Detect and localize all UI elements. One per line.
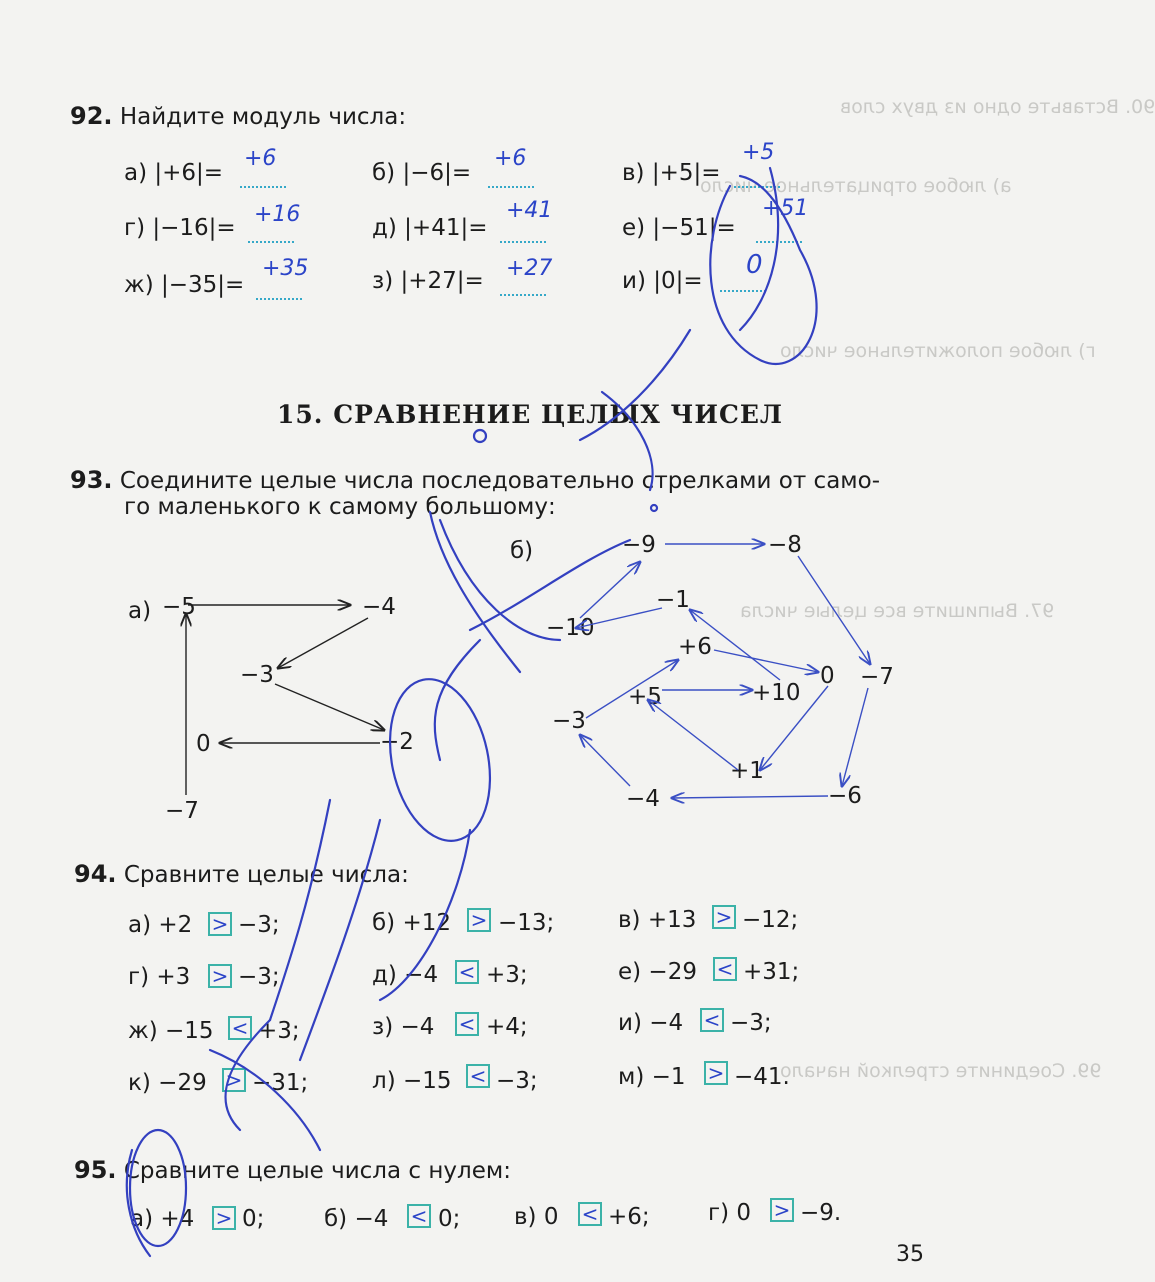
ex94-right: −3; xyxy=(238,964,280,990)
ex94-left: к) −29 xyxy=(128,1070,207,1096)
bleed-through-text: а) любое отрицательное число xyxy=(700,175,1012,197)
diagram-number: −4 xyxy=(362,594,396,620)
pen-scribbles xyxy=(127,168,817,1256)
comparison-box: > xyxy=(704,1061,728,1085)
diagram-number: −9 xyxy=(622,532,656,558)
ex95-left: а) +4 xyxy=(130,1206,195,1232)
diagram-number: −7 xyxy=(165,798,199,824)
ex94-right: +31; xyxy=(743,959,800,985)
diagram-number: +6 xyxy=(678,634,712,660)
diagram-number: −10 xyxy=(546,615,595,641)
ex93a-arrows xyxy=(186,605,384,795)
ex94-left: д) −4 xyxy=(372,962,439,988)
ex95-left: в) 0 xyxy=(514,1204,559,1230)
comparison-box: > xyxy=(770,1198,794,1222)
diagram-number: −2 xyxy=(380,729,414,755)
comparison-box: > xyxy=(212,1206,236,1230)
diagram-number: −1 xyxy=(656,587,690,613)
comparison-box: < xyxy=(578,1202,602,1226)
ex94-right: −3; xyxy=(730,1010,772,1036)
ex92-item-label: е) |−51|= xyxy=(622,215,736,241)
diagram-number: −3 xyxy=(552,708,586,734)
ex94-number: 94. xyxy=(74,860,117,888)
diagram-number: −4 xyxy=(626,786,660,812)
ex92-item-label: г) |−16|= xyxy=(124,215,236,241)
comparison-box: < xyxy=(466,1064,490,1088)
ex92-item-answer: +6 xyxy=(494,146,527,171)
ex94-right: +3; xyxy=(258,1018,300,1044)
bleed-through-text: 90. Вставьте одно из двух слов xyxy=(840,96,1155,118)
ex94-right: −3; xyxy=(238,912,280,938)
ex95-number: 95. xyxy=(74,1156,117,1184)
diagram-number: −7 xyxy=(860,664,894,690)
ex92-title: Найдите модуль числа: xyxy=(119,104,407,130)
comparison-box: > xyxy=(467,908,491,932)
ex95-right: +6; xyxy=(608,1204,650,1230)
ex92-item-label: и) |0|= xyxy=(622,268,703,294)
ex92-item-label: в) |+5|= xyxy=(622,160,721,186)
ex94-left: з) −4 xyxy=(372,1014,435,1040)
ex92-item-answer: +5 xyxy=(742,140,775,165)
ex93-b-label: б) xyxy=(510,538,534,564)
ex92-item-label: з) |+27|= xyxy=(372,268,484,294)
ex92-item-answer: 0 xyxy=(746,250,763,280)
comparison-box: < xyxy=(407,1204,431,1228)
comparison-box: > xyxy=(222,1068,246,1092)
comparison-box: < xyxy=(228,1016,252,1040)
comparison-box: > xyxy=(208,964,232,988)
ex92-item-label: д) |+41|= xyxy=(372,215,488,241)
ex95-right: 0; xyxy=(242,1206,265,1232)
bleed-through-text: 97. Выпишите все целые числа xyxy=(740,600,1055,622)
ex92-item-label: б) |−6|= xyxy=(372,160,472,186)
comparison-box: < xyxy=(455,960,479,984)
ex94-left: г) +3 xyxy=(128,964,191,990)
bleed-through-text: 99. Соедините стрелкой начало xyxy=(780,1060,1102,1082)
ex92-item-answer: +27 xyxy=(506,256,553,281)
comparison-box: > xyxy=(712,905,736,929)
comparison-box: > xyxy=(208,912,232,936)
ex94-left: е) −29 xyxy=(618,959,697,985)
comparison-box: < xyxy=(713,957,737,981)
comparison-box: < xyxy=(700,1008,724,1032)
ex94-right: +3; xyxy=(486,962,528,988)
ex93-text-line1: Соедините целые числа последовательно стрелками от само- xyxy=(119,468,881,494)
page-number: 35 xyxy=(896,1242,924,1267)
ex95-right: 0; xyxy=(438,1206,461,1232)
diagram-number: −3 xyxy=(240,662,274,688)
ex95-right: −9. xyxy=(800,1200,842,1226)
ex93-text-line2: го маленького к самому большому: xyxy=(124,494,556,520)
ex94-right: −3; xyxy=(496,1068,538,1094)
ex93-a-label: а) xyxy=(128,598,152,624)
ex94-right: −41. xyxy=(734,1064,790,1090)
comparison-box: < xyxy=(455,1012,479,1036)
ex92-number: 92. xyxy=(70,102,113,130)
diagram-number: +10 xyxy=(752,680,801,706)
ex94-left: л) −15 xyxy=(372,1068,452,1094)
diagram-number: −8 xyxy=(768,532,802,558)
diagram-number: 0 xyxy=(820,663,835,689)
section-title: 15. СРАВНЕНИЕ ЦЕЛЫХ ЧИСЕЛ xyxy=(277,400,784,429)
ex92-item-label: а) |+6|= xyxy=(124,160,224,186)
ex94-right: −31; xyxy=(252,1070,309,1096)
ex94-left: б) +12 xyxy=(372,910,452,936)
ex92-item-answer: +16 xyxy=(254,202,301,227)
ex94-left: и) −4 xyxy=(618,1010,684,1036)
diagram-number: 0 xyxy=(196,731,211,757)
ex92-item-answer: +51 xyxy=(762,196,809,221)
ex94-right: −12; xyxy=(742,907,799,933)
diagram-number: −5 xyxy=(162,594,196,620)
ex92-item-label: ж) |−35|= xyxy=(124,272,245,298)
ex92-item-answer: +6 xyxy=(244,146,277,171)
ex94-left: в) +13 xyxy=(618,907,697,933)
diagram-number: −6 xyxy=(828,783,862,809)
diagram-number: +5 xyxy=(628,684,662,710)
ex94-left: ж) −15 xyxy=(128,1018,214,1044)
bleed-through-text: г) любое положительное число xyxy=(780,340,1096,362)
diagram-number: +1 xyxy=(730,758,764,784)
ex95-left: г) 0 xyxy=(708,1200,752,1226)
ex92-item-answer: +35 xyxy=(262,256,309,281)
ex93b-pen-arrows xyxy=(576,544,870,798)
ex95-left: б) −4 xyxy=(324,1206,389,1232)
ex94-title: Сравните целые числа: xyxy=(123,862,409,888)
ex94-right: +4; xyxy=(486,1014,528,1040)
ex92-item-answer: +41 xyxy=(506,198,553,223)
ex94-left: м) −1 xyxy=(618,1064,686,1090)
ex94-left: а) +2 xyxy=(128,912,193,938)
ex95-title: Сравните целые числа с нулем: xyxy=(123,1158,511,1184)
ex93-number: 93. xyxy=(70,466,113,494)
ex94-right: −13; xyxy=(498,910,555,936)
